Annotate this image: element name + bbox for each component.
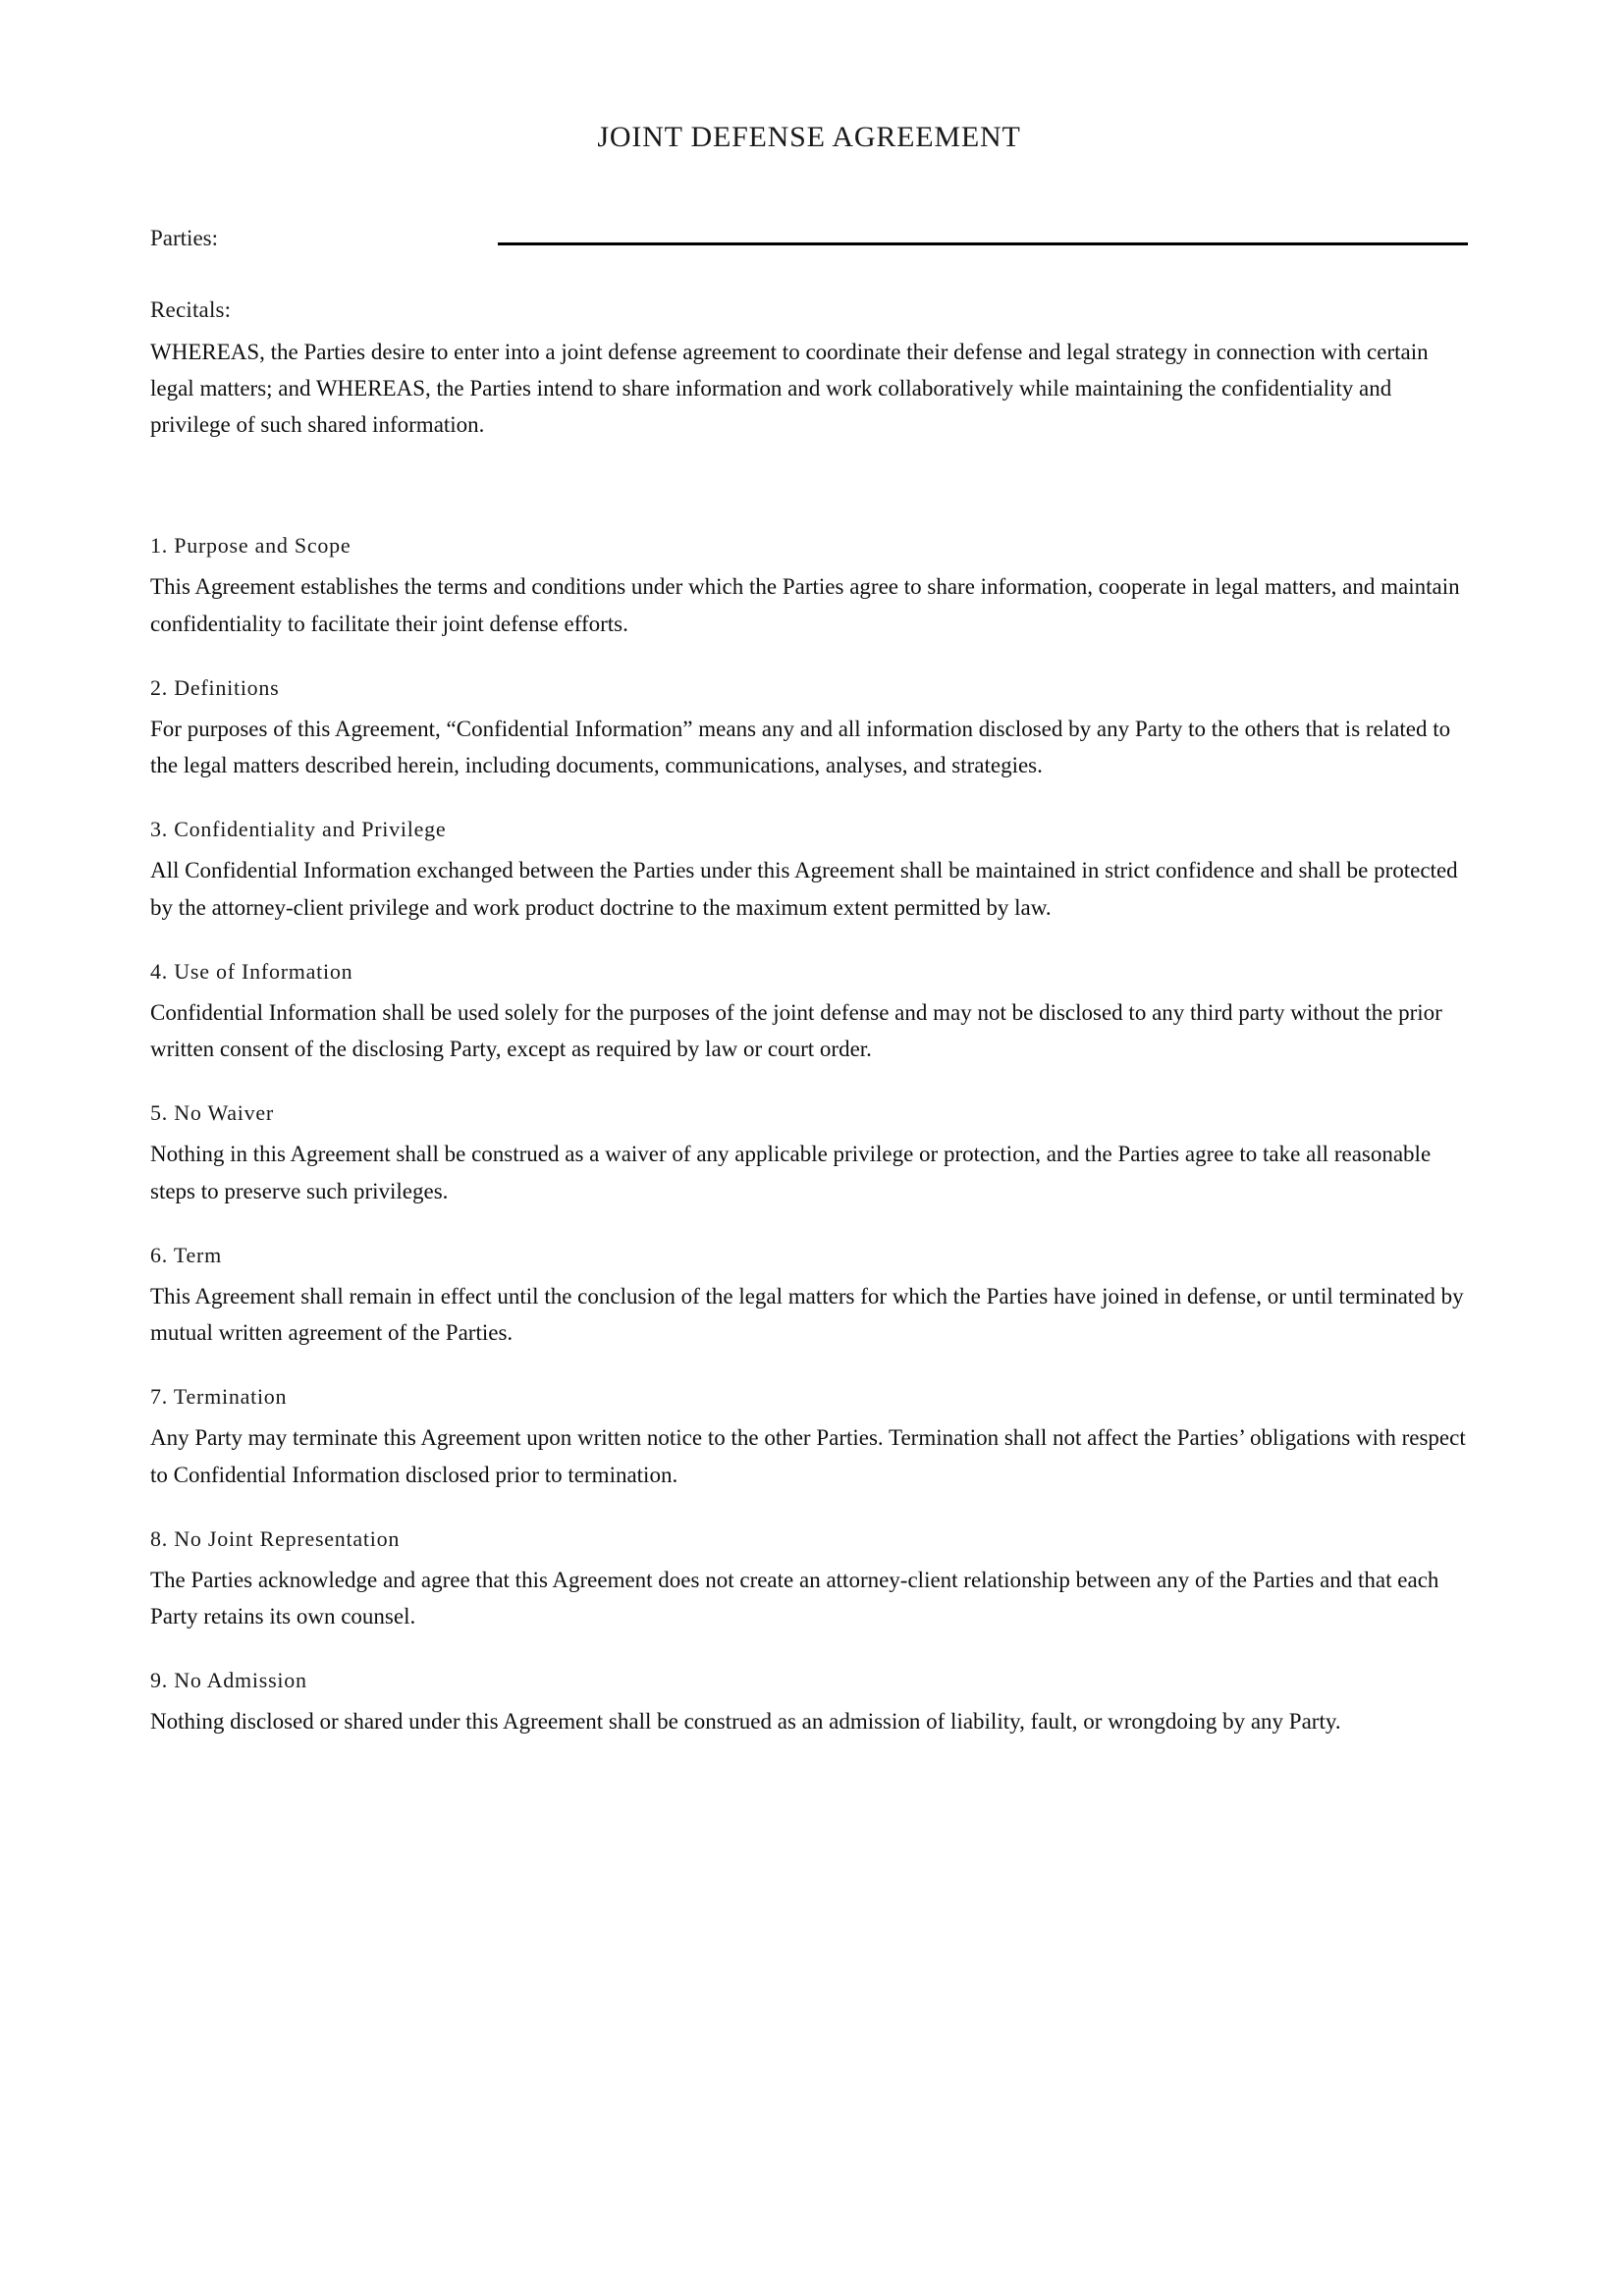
sections-list	[150, 529, 1468, 1739]
section-3	[150, 813, 1468, 926]
section-heading: 6. Term	[150, 1242, 222, 1267]
section-body: For purposes of this Agreement, “Confidential Information” means any and all information disclosed by any Party to the others that is related to the legal matters described herein, including documents, communications, analyses, and strategies.	[150, 716, 1451, 777]
section-body: Nothing disclosed or shared under this Agreement shall be construed as an admission of liability, fault, or wrongdoing by any Party.	[150, 1709, 1341, 1735]
section-2	[150, 671, 1468, 784]
section-heading: 9. No Admission	[150, 1668, 307, 1693]
section-body: Confidential Information shall be used solely for the purposes of the joint defense and may not be disclosed to any third party without the prior written consent of the disclosing Party, except as required by law or court order.	[150, 999, 1442, 1061]
document-content	[150, 0, 1468, 1740]
section-heading: 2. Definitions	[150, 674, 280, 700]
parties-fill-in-rule	[498, 242, 1468, 245]
page-title: JOINT DEFENSE AGREEMENT	[597, 121, 1021, 153]
section-1	[150, 529, 1468, 642]
parties-fill-in-area[interactable]	[224, 222, 1468, 245]
section-heading: 3. Confidentiality and Privilege	[150, 817, 447, 842]
section-heading: 5. No Waiver	[150, 1100, 274, 1126]
section-7	[150, 1380, 1468, 1493]
section-6	[150, 1239, 1468, 1352]
parties-label: Parties:	[150, 226, 218, 250]
section-body: Any Party may terminate this Agreement upon written notice to the other Parties. Termination shall not affect the Parties’ obligations with respect to Confidential Information disclosed prior to termination.	[150, 1425, 1466, 1487]
parties-field-row	[150, 222, 1468, 261]
section-4	[150, 955, 1468, 1068]
recitals-label: Recitals:	[150, 297, 232, 322]
section-heading: 4. Use of Information	[150, 958, 353, 984]
section-9	[150, 1664, 1468, 1739]
section-heading: 8. No Joint Representation	[150, 1525, 401, 1551]
section-body: Nothing in this Agreement shall be construed as a waiver of any applicable privilege or protection, and the Parties agree to take all reasonable steps to preserve such privileges.	[150, 1142, 1432, 1203]
section-body: All Confidential Information exchanged between the Parties under this Agreement shall be maintained in strict confidence and shall be protected by the attorney-client privilege and work product doctrine to the maximum extent permitted by law.	[150, 858, 1458, 920]
section-heading: 7. Termination	[150, 1384, 288, 1410]
section-8	[150, 1522, 1468, 1635]
section-5	[150, 1096, 1468, 1209]
section-body: This Agreement shall remain in effect until the conclusion of the legal matters for which the Parties have joined in defense, or until terminated by mutual written agreement of the Parties.	[150, 1283, 1464, 1345]
recitals-block	[150, 294, 1468, 443]
recitals-text: WHEREAS, the Parties desire to enter into a joint defense agreement to coordinate their defense and legal strategy in connection with certain legal matters; and WHEREAS, the Parties intend to share information and work collaboratively while maintaining the confidentiality and privilege of such shared information.	[150, 339, 1429, 437]
section-body: The Parties acknowledge and agree that this Agreement does not create an attorney-client relationship between any of the Parties and that each Party retains its own counsel.	[150, 1567, 1439, 1629]
section-body: This Agreement establishes the terms and conditions under which the Parties agree to share information, cooperate in legal matters, and maintain confidentiality to facilitate their joint defense efforts.	[150, 574, 1460, 636]
section-heading: 1. Purpose and Scope	[150, 533, 352, 559]
